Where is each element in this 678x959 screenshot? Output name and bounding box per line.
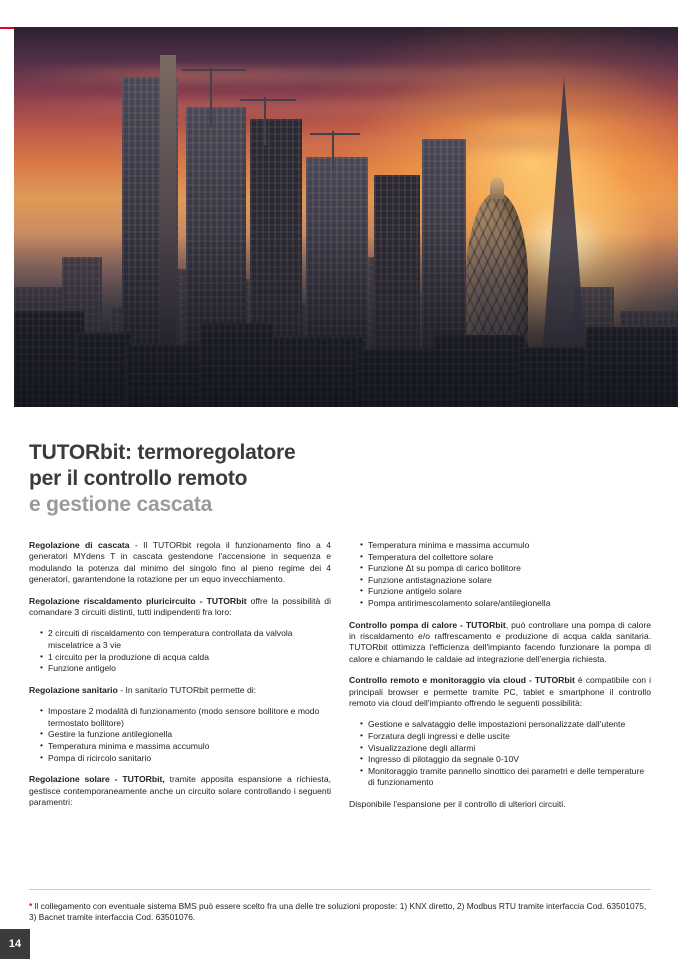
page-number: 14 bbox=[0, 929, 30, 959]
crane-mast bbox=[264, 97, 266, 145]
title-line-2: per il controllo remoto bbox=[29, 467, 248, 490]
list-item: • Funzione Δt su pompa di carico bollitore bbox=[361, 563, 651, 575]
list-item: • Visualizzazione degli allarmi bbox=[361, 743, 651, 755]
paragraph-cascata-text: - Il TUTORbit regola il funzionamento fino a 4 generatori MYdens T in cascata gestendone l'accensione in sequenza e modulando la potenza dal minimo del singolo fino al pieno regime dei 4 generatori, garantendone la rotazione per un equo invecchiamento. bbox=[29, 540, 331, 585]
paragraph-solare-text: tramite apposita espansione a richiesta, gestisce contemporaneamente anche un circuito solare controllando i seguenti paramentri: bbox=[29, 774, 331, 807]
crane-mast bbox=[332, 131, 334, 171]
list-item: • Funzione antigelo solare bbox=[361, 586, 651, 598]
hero-image bbox=[14, 27, 678, 407]
list-item: • Monitoraggio tramite pannello sinottico dei parametri e delle temperature di funzionamento bbox=[361, 766, 651, 789]
gherkin-tip bbox=[490, 177, 504, 199]
list-item: • Impostare 2 modalità di funzionamento (modo sensore bollitore e modo termostato bollitore) bbox=[41, 706, 331, 729]
paragraph-solare-lead: Regolazione solare - TUTORbit, bbox=[29, 774, 165, 785]
list-item: • Gestire la funzione antilegionella bbox=[41, 729, 331, 741]
paragraph-sanitario-lead: Regolazione sanitario bbox=[29, 684, 118, 695]
title-line-1: TUTORbit: termoregolatore bbox=[29, 441, 296, 464]
crane-arm bbox=[182, 69, 246, 71]
list-item: • Pompa antirimescolamento solare/antilegionella bbox=[361, 598, 651, 610]
page-title bbox=[29, 440, 449, 518]
list-pluricircuito bbox=[29, 628, 331, 674]
list-item: • Temperatura del collettore solare bbox=[361, 552, 651, 564]
paragraph-pluricircuito bbox=[29, 596, 331, 619]
paragraph-pompa-calore bbox=[349, 620, 651, 666]
paragraph-sanitario bbox=[29, 685, 331, 696]
paragraph-pluricircuito-lead: Regolazione riscaldamento pluricircuito - TUTORbit bbox=[29, 595, 247, 606]
footnote-asterisk: * bbox=[29, 901, 33, 911]
list-item: • Forzatura degli ingressi e delle uscite bbox=[361, 731, 651, 743]
list-item: • Temperatura minima e massima accumulo bbox=[41, 741, 331, 753]
list-item: • Pompa di ricircolo sanitario bbox=[41, 753, 331, 765]
list-item: • Ingresso di pilotaggio da segnale 0-10V bbox=[361, 754, 651, 766]
paragraph-pompa-calore-lead: Controllo pompa di calore - TUTORbit bbox=[349, 619, 506, 630]
paragraph-cascata-lead: Regolazione di cascata bbox=[29, 540, 130, 550]
list-item: • 1 circuito per la produzione di acqua calda bbox=[41, 652, 331, 664]
footnote-text: Il collegamento con eventuale sistema BMS può essere scelto fra una delle tre soluzioni proposte: 1) KNX diretto, 2) Modbus RTU tramite interfaccia Cod. 63501075, 3) Bacnet tramite interfaccia Cod. 63501076. bbox=[29, 901, 647, 923]
crane-arm bbox=[310, 133, 360, 135]
paragraph-cascata bbox=[29, 540, 331, 586]
paragraph-cloud-lead: Controllo remoto e monitoraggio via cloud - TUTORbit bbox=[349, 675, 575, 686]
paragraph-cloud-text: è compatibile con i principali browser e permette tramite PC, tablet e smartphone il controllo remoto via cloud dell'impianto offrendo le seguenti possibilità: bbox=[349, 675, 651, 708]
footnote-divider bbox=[29, 889, 651, 890]
footnote bbox=[29, 901, 649, 924]
crane-mast bbox=[210, 67, 212, 127]
list-item: • 2 circuiti di riscaldamento con temperatura controllata da valvola miscelatrice a 3 vie bbox=[41, 628, 331, 651]
paragraph-solare bbox=[29, 774, 331, 808]
paragraph-closing: Disponibile l'espansione per il controllo di ulteriori circuiti. bbox=[349, 798, 566, 809]
paragraph-pompa-calore-text: , può controllare una pompa di calore in riscaldamento e/o raffrescamento e produzione di acqua calda sanitaria. TUTORbit ottimizza l'efficienza dell'impianto facendo funzionare la pompa di calore e chiamando le caldaie ad integrazione dell'energia richiesta. bbox=[349, 619, 651, 664]
title-line-3: e gestione cascata bbox=[29, 493, 213, 516]
right-column bbox=[349, 540, 651, 820]
atmospheric-haze bbox=[14, 232, 678, 407]
body-columns bbox=[29, 540, 651, 820]
paragraph-cloud bbox=[349, 675, 651, 709]
list-item: • Funzione antistagnazione solare bbox=[361, 575, 651, 587]
list-solare-parametri bbox=[349, 540, 651, 610]
list-sanitario bbox=[29, 706, 331, 764]
list-item: • Funzione antigelo bbox=[41, 663, 331, 675]
paragraph-sanitario-text: - In sanitario TUTORbit permette di: bbox=[117, 684, 257, 695]
left-column bbox=[29, 540, 331, 820]
paragraph-pluricircuito-text: offre la possibilità di comandare 3 circuiti distinti, tutti indipendenti fra loro: bbox=[29, 595, 331, 618]
list-item: • Gestione e salvataggio delle impostazioni personalizzate dall'utente bbox=[361, 719, 651, 731]
list-cloud bbox=[349, 719, 651, 789]
crane-arm bbox=[240, 99, 296, 101]
list-item: • Temperatura minima e massima accumulo bbox=[361, 540, 651, 552]
